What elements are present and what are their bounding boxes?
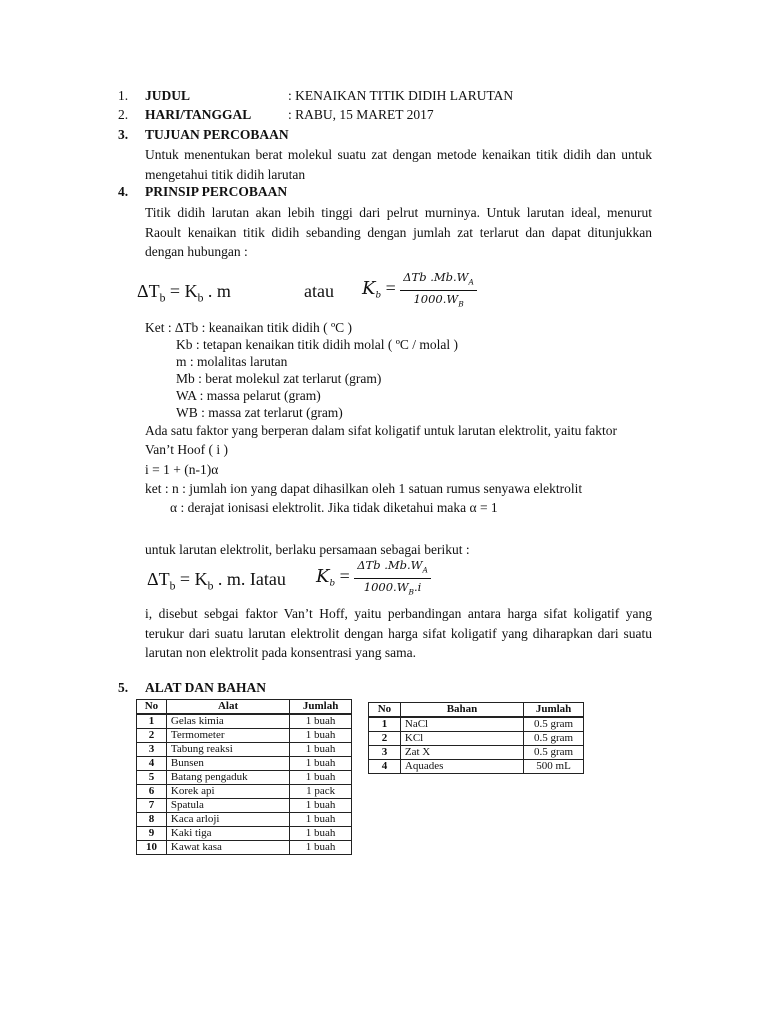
row-no: 2	[137, 729, 167, 743]
eq-delta-t: ΔT	[137, 281, 160, 301]
ket-line: WA : massa pelarut (gram)	[176, 388, 321, 403]
row-qty: 1 buah	[290, 757, 352, 771]
row-item: Spatula	[166, 799, 289, 813]
table-row	[137, 757, 352, 771]
prinsip-text: Titik didih larutan akan lebih tinggi dari pelrut murninya. Untuk larutan ideal, menurut Raoult kenaikan titik didih sebanding dengan jumlah zat terlarut dan dapat ditunjukkan dengan hubungan :	[145, 205, 652, 259]
row-qty: 0.5 gram	[524, 746, 584, 760]
row-item: Zat X	[400, 746, 523, 760]
row-no: 4	[137, 757, 167, 771]
table-row	[137, 785, 352, 799]
table-row	[137, 841, 352, 855]
ket-line: WB : massa zat terlarut (gram)	[176, 405, 343, 420]
row-qty: 1 buah	[290, 714, 352, 729]
row-no: 6	[137, 785, 167, 799]
vant-hoff-intro: Ada satu faktor yang berperan dalam sifat koligatif untuk larutan elektrolit, yaitu faktor	[145, 423, 617, 438]
item-number: 2.	[118, 107, 129, 122]
vant-hoff-ket-n: ket : n : jumlah ion yang dapat dihasilkan oleh 1 satuan rumus senyawa elektrolit	[145, 481, 583, 496]
row-qty: 1 buah	[290, 729, 352, 743]
eq-i: .i	[414, 580, 422, 595]
table-row	[137, 729, 352, 743]
eq-k: = K	[165, 281, 198, 301]
eq-denominator: 1000.W	[363, 580, 409, 595]
item-number: 1.	[118, 88, 129, 103]
table-header-row	[369, 703, 584, 718]
equation-or: atau	[255, 569, 286, 589]
row-item: Tabung reaksi	[166, 743, 289, 757]
vant-hoff-description: i, disebut sebgai faktor Van’t Hoff, yaitu perbandingan antara harga sifat koligatif yang terukur dari suatu larutan elektrolit dengan harga sifat koligatif yang diharapkan dari suatu larutan non elektrolit pada konsentrasi yang sama.	[145, 606, 652, 660]
row-item: Batang pengaduk	[166, 771, 289, 785]
section-number: 4.	[118, 184, 129, 199]
row-no: 10	[137, 841, 167, 855]
row-no: 4	[369, 760, 401, 774]
section-title-prinsip: PRINSIP PERCOBAAN	[145, 184, 288, 199]
eq-sub: b	[169, 579, 176, 593]
section-number: 5.	[118, 680, 129, 695]
row-item: KCl	[400, 732, 523, 746]
eq-sub: A	[468, 277, 474, 287]
row-qty: 500 mL	[524, 760, 584, 774]
ket-line: Mb : berat molekul zat terlarut (gram)	[176, 371, 382, 386]
row-item: Termometer	[166, 729, 289, 743]
eq-numerator: ΔTb .Mb.W	[357, 558, 423, 572]
eq-sub: B	[458, 299, 464, 309]
row-item: Kawat kasa	[166, 841, 289, 855]
eq-sub: b	[375, 290, 382, 301]
item-value: : KENAIKAN TITIK DIDIH LARUTAN	[288, 88, 514, 103]
eq-delta-t: ΔT	[147, 569, 170, 589]
alat-table	[136, 699, 352, 855]
eq-sub: b	[159, 291, 166, 305]
row-qty: 0.5 gram	[524, 732, 584, 746]
row-item: Bunsen	[166, 757, 289, 771]
table-row	[137, 714, 352, 729]
row-qty: 1 pack	[290, 785, 352, 799]
table-row	[369, 760, 584, 774]
column-header: Bahan	[400, 703, 523, 718]
row-qty: 1 buah	[290, 743, 352, 757]
row-qty: 1 buah	[290, 771, 352, 785]
row-no: 3	[369, 746, 401, 760]
eq-sub: A	[422, 565, 428, 575]
eq-fraction	[354, 557, 431, 601]
row-qty: 1 buah	[290, 841, 352, 855]
eq-fraction	[400, 269, 477, 313]
eq-sub: b	[197, 291, 204, 305]
column-header: No	[369, 703, 401, 718]
column-header: Jumlah	[290, 700, 352, 715]
row-item: Korek api	[166, 785, 289, 799]
equation-kb-formula	[362, 269, 477, 313]
item-value: : RABU, 15 MARET 2017	[288, 107, 434, 122]
eq-sub: b	[207, 579, 214, 593]
column-header: No	[137, 700, 167, 715]
equation-electrolyte	[147, 569, 286, 593]
section-title-tujuan: TUJUAN PERCOBAAN	[145, 127, 289, 142]
row-item: Gelas kimia	[166, 714, 289, 729]
equation-boiling-point	[137, 281, 231, 305]
table-header-row	[137, 700, 352, 715]
column-header: Jumlah	[524, 703, 584, 718]
table-row	[369, 717, 584, 732]
eq-sub: B	[408, 587, 415, 597]
row-no: 9	[137, 827, 167, 841]
row-no: 7	[137, 799, 167, 813]
item-label: HARI/TANGGAL	[145, 107, 252, 122]
section-title-alat-bahan: ALAT DAN BAHAN	[145, 680, 267, 695]
table-row	[137, 799, 352, 813]
row-no: 1	[369, 717, 401, 732]
row-no: 3	[137, 743, 167, 757]
eq-m: . m	[203, 281, 231, 301]
row-no: 1	[137, 714, 167, 729]
eq-sub: b	[329, 578, 336, 589]
vant-hoff-formula: i = 1 + (n-1)α	[145, 462, 219, 477]
row-no: 5	[137, 771, 167, 785]
table-row	[369, 746, 584, 760]
eq-equals: =	[335, 565, 355, 586]
eq-k: = K	[175, 569, 208, 589]
row-no: 2	[369, 732, 401, 746]
row-item: Aquades	[400, 760, 523, 774]
row-item: Kaki tiga	[166, 827, 289, 841]
column-header: Alat	[166, 700, 289, 715]
electrolyte-intro: untuk larutan elektrolit, berlaku persamaan sebagai berikut :	[145, 542, 470, 557]
eq-m-i: . m. I	[213, 569, 256, 589]
eq-numerator: ΔTb .Mb.W	[403, 270, 469, 284]
equation-kb-electrolyte	[316, 557, 431, 601]
tujuan-text: Untuk menentukan berat molekul suatu zat dengan metode kenaikan titik didih dan untuk mengetahui titik didih larutan	[145, 147, 652, 182]
eq-denominator: 1000.W	[413, 292, 459, 307]
section-number: 3.	[118, 127, 129, 142]
vant-hoff-label: Van’t Hoof ( i )	[145, 442, 228, 457]
row-qty: 1 buah	[290, 799, 352, 813]
row-qty: 1 buah	[290, 827, 352, 841]
ket-line: m : molalitas larutan	[176, 354, 288, 369]
bahan-table	[368, 702, 584, 774]
ket-line: Kb : tetapan kenaikan titik didih molal ( ºC / molal )	[176, 337, 459, 352]
row-item: Kaca arloji	[166, 813, 289, 827]
ket-line: Ket : ∆Tb : keanaikan titik didih ( ºC )	[145, 320, 353, 335]
row-item: NaCl	[400, 717, 523, 732]
table-row	[137, 827, 352, 841]
table-row	[137, 771, 352, 785]
row-qty: 0.5 gram	[524, 717, 584, 732]
equation-or: atau	[304, 281, 334, 301]
table-row	[137, 743, 352, 757]
eq-kb: K	[316, 565, 330, 587]
item-label: JUDUL	[145, 88, 191, 103]
eq-kb: K	[362, 277, 376, 299]
vant-hoff-ket-alpha: α : derajat ionisasi elektrolit. Jika tidak diketahui maka α = 1	[170, 500, 498, 515]
table-row	[369, 732, 584, 746]
eq-equals: =	[381, 277, 401, 298]
row-qty: 1 buah	[290, 813, 352, 827]
table-row	[137, 813, 352, 827]
row-no: 8	[137, 813, 167, 827]
